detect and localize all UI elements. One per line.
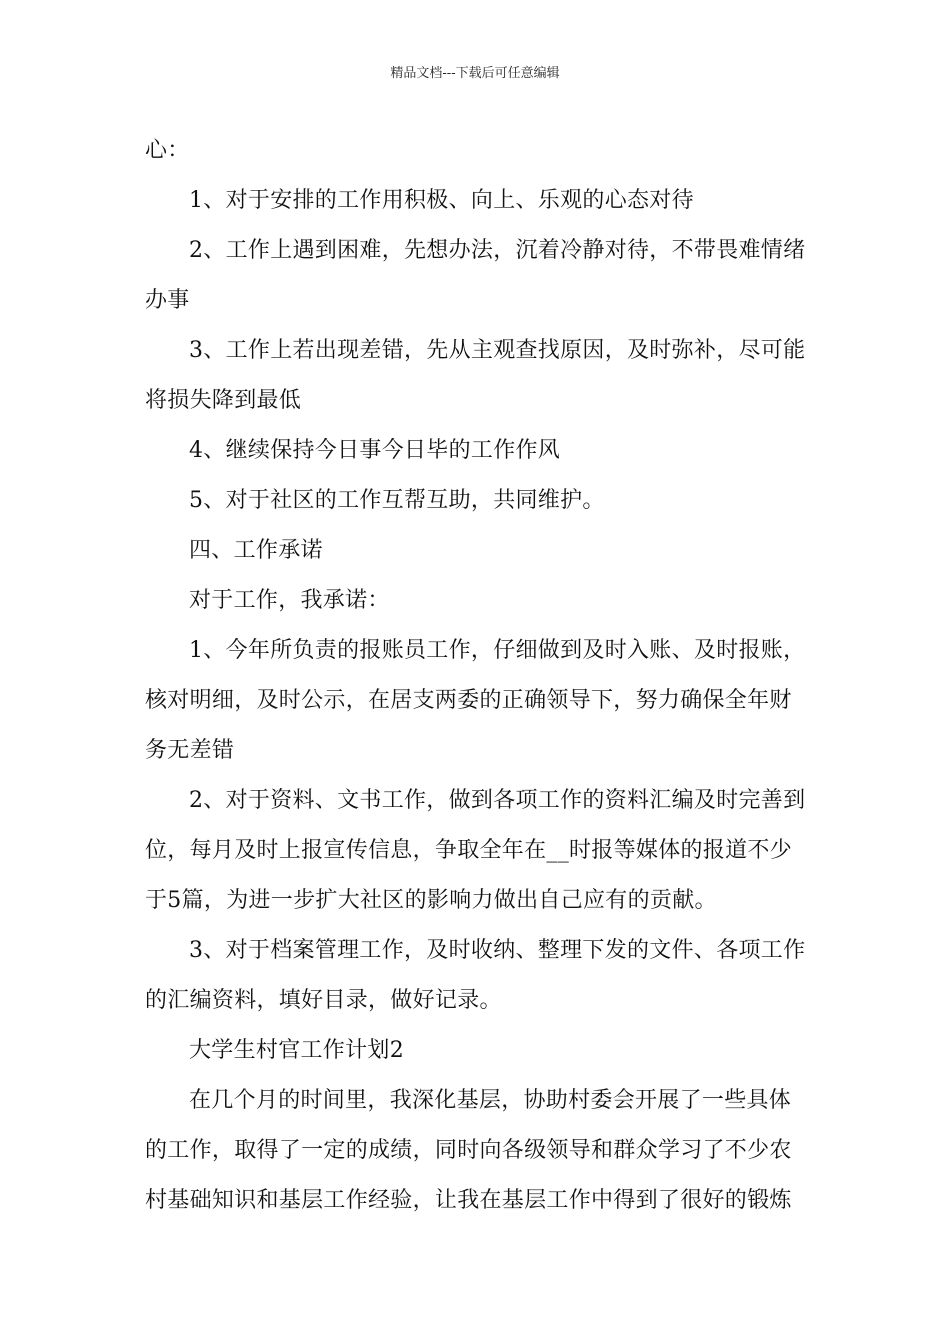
paragraph-commitment-2: 2、对于资料、文书工作，做到各项工作的资料汇编及时完善到位，每月及时上报宣传信息，争取全年在__时报等媒体的报道不少于5篇，为进一步扩大社区的影响力做出自己应有的贡献。 [145,788,806,913]
paragraph-item-1: 1、对于安排的工作用积极、向上、乐观的心态对待 [189,188,694,213]
paragraph-item-2: 2、工作上遇到困难，先想办法，沉着冷静对待，不带畏难情绪办事 [145,238,806,313]
paragraph-plan-2-intro: 在几个月的时间里，我深化基层，协助村委会开展了一些具体的工作，取得了一定的成绩，同时向各级领导和群众学习了不少农村基础知识和基层工作经验，让我在基层工作中得到了很好的锻炼 [145,1088,792,1213]
document-body [145,126,809,1226]
section-heading-work-commitment: 四、工作承诺 [189,538,323,563]
paragraph-commitment-1: 1、今年所负责的报账员工作，仔细做到及时入账、及时报账，核对明细，及时公示，在居支两委的正确领导下，努力确保全年财务无差错 [145,638,806,763]
paragraph-item-3: 3、工作上若出现差错，先从主观查找原因，及时弥补，尽可能将损失降到最低 [145,338,806,413]
paragraph-commitment-intro: 对于工作，我承诺： [189,588,390,613]
paragraph-item-4: 4、继续保持今日事今日毕的工作作风 [189,438,561,463]
paragraph-commitment-3: 3、对于档案管理工作，及时收纳、整理下发的文件、各项工作的汇编资料，填好目录，做好记录。 [145,938,806,1013]
paragraph-item-5: 5、对于社区的工作互帮互助，共同维护。 [189,488,605,513]
section-title-plan-2: 大学生村官工作计划2 [189,1038,404,1063]
paragraph-continuation: 心： [145,138,190,163]
page-header: 精品文档---下载后可任意编辑 [390,66,560,81]
